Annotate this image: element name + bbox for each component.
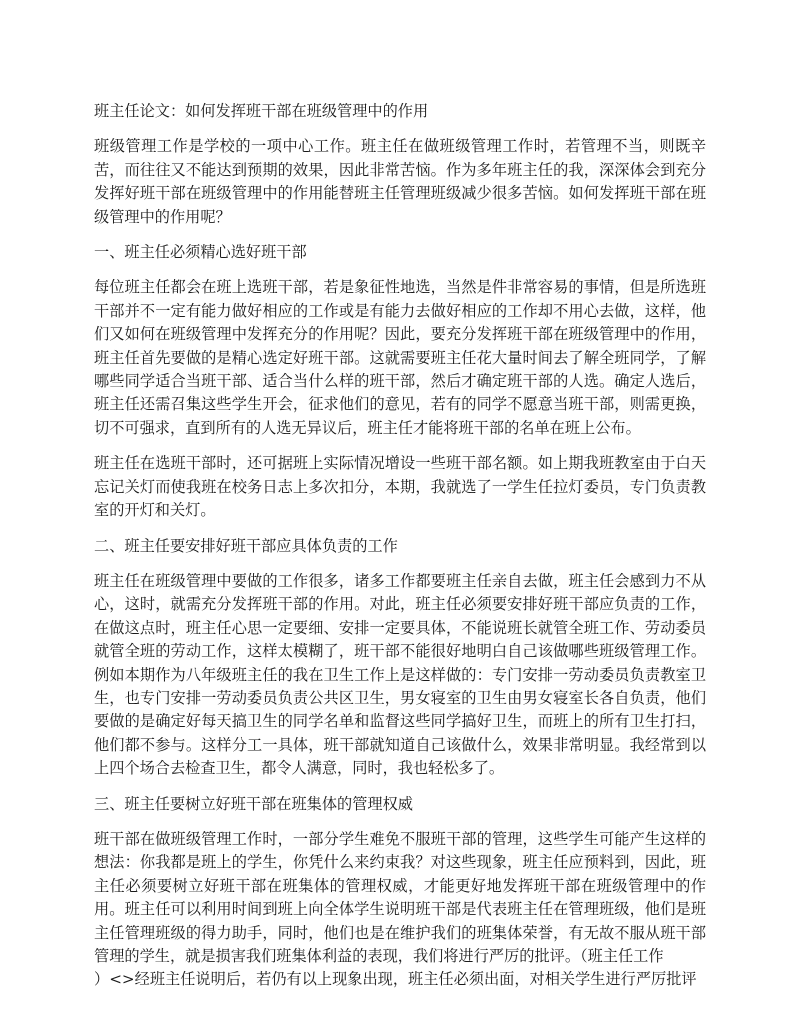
section-1-paragraph-2: 班主任在选班干部时，还可据班上实际情况增设一些班干部名额。如上期我班教室由于白天忘记关灯而使我班在校务日志上多次扣分，本期，我就选了一学生任拉灯委员，专门负责教室的开灯和关灯。	[94, 454, 706, 520]
section-2-paragraph-1: 班主任在班级管理中要做的工作很多，诸多工作都要班主任亲自去做，班主任会感到力不从心，这时，就需充分发挥班干部的作用。对此，班主任必须要安排好班干部应负责的工作，在做这点时，班主任心思一定要细、安排一定要具体，不能说班长就管全班工作、劳动委员就管全班的劳动工作，这样太模糊了，班干部不能很好地明白自己该做哪些班级管理工作。例如本期作为八年级班主任的我在卫生工作上是这样做的：专门安排一劳动委员负责教室卫生，也专门安排一劳动委员负责公共区卫生，男女寝室的卫生由男女寝室长各自负责，他们要做的是确定好每天搞卫生的同学名单和监督这些同学搞好卫生，而班上的所有卫生打扫，他们都不参与。这样分工一具体，班干部就知道自己该做什么，效果非常明显。我经常到以上四个场合去检查卫生，都令人满意，同时，我也轻松多了。	[94, 571, 706, 778]
document-body	[94, 100, 706, 1004]
section-heading-1: 一、班主任必须精心选好班干部	[94, 243, 307, 262]
intro-paragraph: 班级管理工作是学校的一项中心工作。班主任在做班级管理工作时，若管理不当，则既辛苦，而往往又不能达到预期的效果，因此非常苦恼。作为多年班主任的我，深深体会到充分发挥好班干部在班级管理中的作用能替班主任管理班级减少很多苦恼。如何发挥班干部在班级管理中的作用呢？	[94, 137, 706, 226]
section-heading-3: 三、班主任要树立好班干部在班集体的管理权威	[94, 794, 413, 813]
section-3-paragraph-2: ）<>经班主任说明后，若仍有以上现象出现，班主任必须出面，对相关学生进行严厉批评	[94, 970, 697, 989]
document-title: 班主任论文：如何发挥班干部在班级管理中的作用	[94, 102, 429, 120]
section-heading-2: 二、班主任要安排好班干部应具体负责的工作	[94, 536, 398, 555]
section-3-paragraph-1: 班干部在做班级管理工作时，一部分学生难免不服班干部的管理，这些学生可能产生这样的想法：你我都是班上的学生，你凭什么来约束我？对这些现象，班主任应预料到，因此，班主任必须要树立好班干部在班集体的管理权威，才能更好地发挥班干部在班级管理中的作用。班主任可以利用时间到班上向全体学生说明班干部是代表班主任在管理班级，他们是班主任管理班级的得力助手，同时，他们也是在维护我们的班集体荣誉，有无故不服从班干部管理的学生，就是损害我们班集体利益的表现，我们将进行严厉的批评。（班主任工作	[94, 829, 706, 965]
section-1-paragraph-1: 每位班主任都会在班上选班干部，若是象征性地选，当然是件非常容易的事情，但是所选班干部并不一定有能力做好相应的工作或是有能力去做好相应的工作却不用心去做，这样，他们又如何在班级管理中发挥充分的作用呢？因此，要充分发挥班干部在班级管理中的作用，班主任首先要做的是精心选定好班干部。这就需要班主任花大量时间去了解全班同学，了解哪些同学适合当班干部、适合当什么样的班干部，然后才确定班干部的人选。确定人选后，班主任还需召集这些学生开会，征求他们的意见，若有的同学不愿意当班干部，则需更换，切不可强求，直到所有的人选无异议后，班主任才能将班干部的名单在班上公布。	[94, 278, 706, 437]
